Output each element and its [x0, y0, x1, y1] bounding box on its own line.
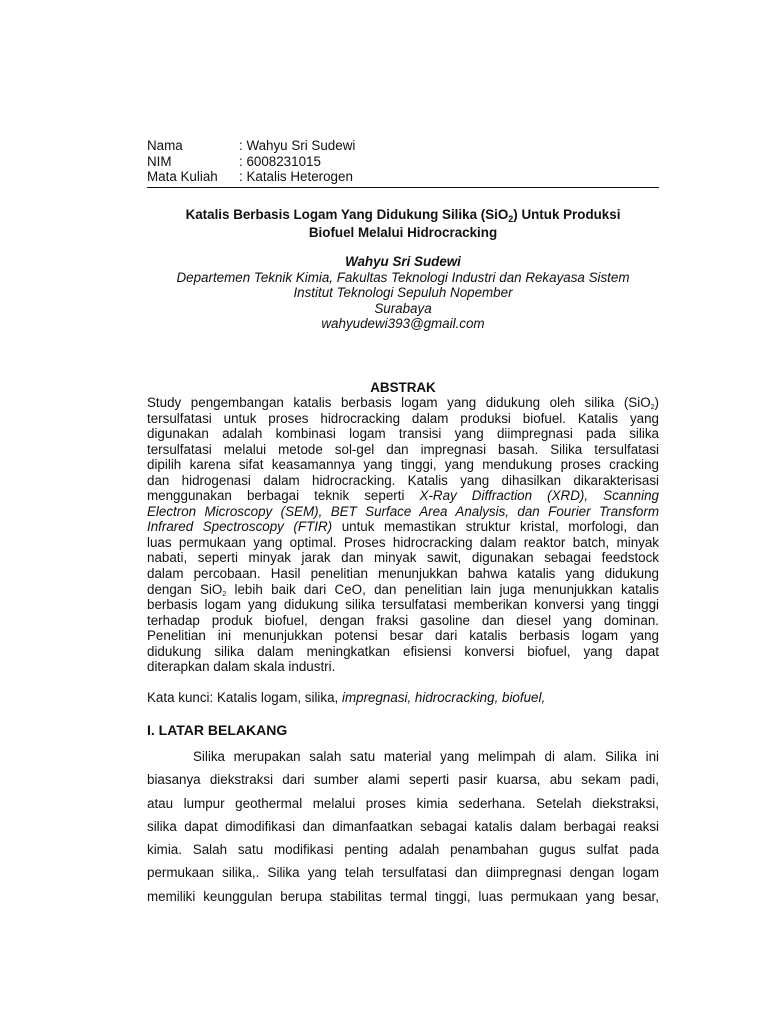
body-line: biasanya diekstraksi dari sumber alami seperti pasir kuarsa, abu sekam padi,	[147, 772, 659, 788]
title-line-1	[140, 207, 666, 225]
abstract-heading: ABSTRAK	[370, 380, 436, 395]
author-email: wahyudewi393@gmail.com	[321, 316, 485, 331]
paper-title	[140, 207, 666, 240]
author-city: Surabaya	[374, 300, 432, 316]
info-label: NIM	[147, 153, 172, 169]
info-value: : Wahyu Sri Sudewi	[239, 138, 356, 153]
keywords-label: Kata kunci: Katalis logam, silika,	[147, 690, 342, 705]
body-line: memiliki keunggulan berupa stabilitas termal tinggi, luas permukaan yang besar,	[147, 888, 659, 904]
subscript: 2	[508, 214, 514, 224]
subscript: 2	[222, 590, 227, 598]
abstract-line: menggunakan berbagai teknik seperti X-Ray Diffraction (XRD), Scanning	[147, 488, 659, 504]
title-text: Katalis Berbasis Logam Yang Didukung Silika (SiO	[185, 207, 509, 222]
body-line: kimia. Salah satu modifikasi penting adalah penambahan gugus sulfat pada	[147, 842, 659, 858]
keywords-italic: impregnasi, hidrocracking, biofuel,	[342, 690, 546, 705]
subscript: 2	[650, 404, 655, 411]
abstract-line: Electron Microscopy (SEM), BET Surface Area Analysis, dan Fourier Transform	[147, 503, 659, 519]
info-label: Mata Kuliah	[147, 169, 218, 184]
abstract-line: Study pengembangan katalis berbasis logam yang didukung oleh silika (SiO$_2$)	[147, 395, 659, 411]
header-divider	[147, 187, 659, 188]
student-info	[147, 138, 355, 185]
body-line: atau lumpur geothermal melalui proses kimia sederhana. Setelah diekstraksi,	[147, 795, 659, 811]
info-row-nama	[147, 138, 355, 154]
info-label: Nama	[147, 138, 183, 153]
keywords	[147, 690, 545, 706]
body-line: silika dapat dimodifikasi dan dimanfaatkan sebagai katalis dalam berbagai reaksi	[147, 818, 659, 834]
abstract-line: digunakan adalah kombinasi logam transisi yang diimpregnasi pada silika	[147, 426, 659, 442]
abstract-line: dalam percobaan. Hasil penelitian menunjukkan bahwa katalis yang didukung	[147, 566, 659, 582]
abstract-line: dipilih karena sifat keasamannya yang tinggi, yang mendukung proses cracking	[147, 457, 659, 473]
abstract-line: nabati, seperti minyak jarak dan minyak sawit, digunakan sebagai feedstock	[147, 550, 659, 566]
author-name: Wahyu Sri Sudewi	[345, 254, 461, 269]
abstract-line: terhadap produk biofuel, dengan fraksi gasoline dan diesel yang dominan.	[147, 612, 659, 628]
info-value: : 6008231015	[239, 153, 321, 169]
abstract-line: tersulfatasi untuk proses hidrocracking dalam produksi biofuel. Katalis yang	[147, 410, 659, 426]
abstract-line: dan hidrogenasi dalam hidrocracking. Katalis yang dihasilkan dikarakterisasi	[147, 472, 659, 488]
body-line: permukaan silika,. Silika yang telah tersulfatasi dan diimpregnasi dengan logam	[147, 865, 659, 881]
info-value: : Katalis Heterogen	[239, 169, 353, 184]
abstract-line: diterapkan dalam skala industri.	[147, 659, 336, 675]
info-row-mata-kuliah	[147, 169, 355, 185]
abstract-line: Infrared Spectroscopy (FTIR) untuk memastikan struktur kristal, morfologi, dan	[147, 519, 659, 535]
abstract-body	[147, 395, 659, 675]
abstract-line: didukung silika dalam meningkatkan efisiensi konversi biofuel, yang dapat	[147, 643, 659, 659]
author-block	[140, 254, 666, 332]
abstract-line: berbasis logam yang didukung silika tersulfatasi memberikan konversi yang tinggi	[147, 597, 659, 613]
title-text: ) Untuk Produksi	[513, 207, 621, 222]
abstract-line: Penelitian ini menunjukkan potensi besar dari katalis berbasis logam yang	[147, 628, 659, 644]
abstract-line: dengan SiO$_2$ lebih baik dari CeO, dan penelitian lain juga menunjukkan katalis	[147, 581, 659, 598]
section-body	[147, 745, 659, 908]
body-line: Silika merupakan salah satu material yang melimpah di alam. Silika ini	[193, 749, 659, 764]
author-department: Departemen Teknik Kimia, Fakultas Teknologi Industri dan Rekayasa Sistem	[176, 269, 630, 285]
author-institute: Institut Teknologi Sepuluh Nopember	[293, 285, 513, 300]
info-row-nim	[147, 154, 355, 170]
title-line-2: Biofuel Melalui Hidrocracking	[308, 224, 498, 240]
abstract-line: luas permukaan yang optimal. Proses hidrocracking dalam reaktor batch, minyak	[147, 534, 659, 550]
abstract-line: tersulfatasi melalui metode sol-gel dan impregnasi basah. Silika tersulfatasi	[147, 441, 659, 457]
section-heading: I. LATAR BELAKANG	[147, 722, 288, 738]
